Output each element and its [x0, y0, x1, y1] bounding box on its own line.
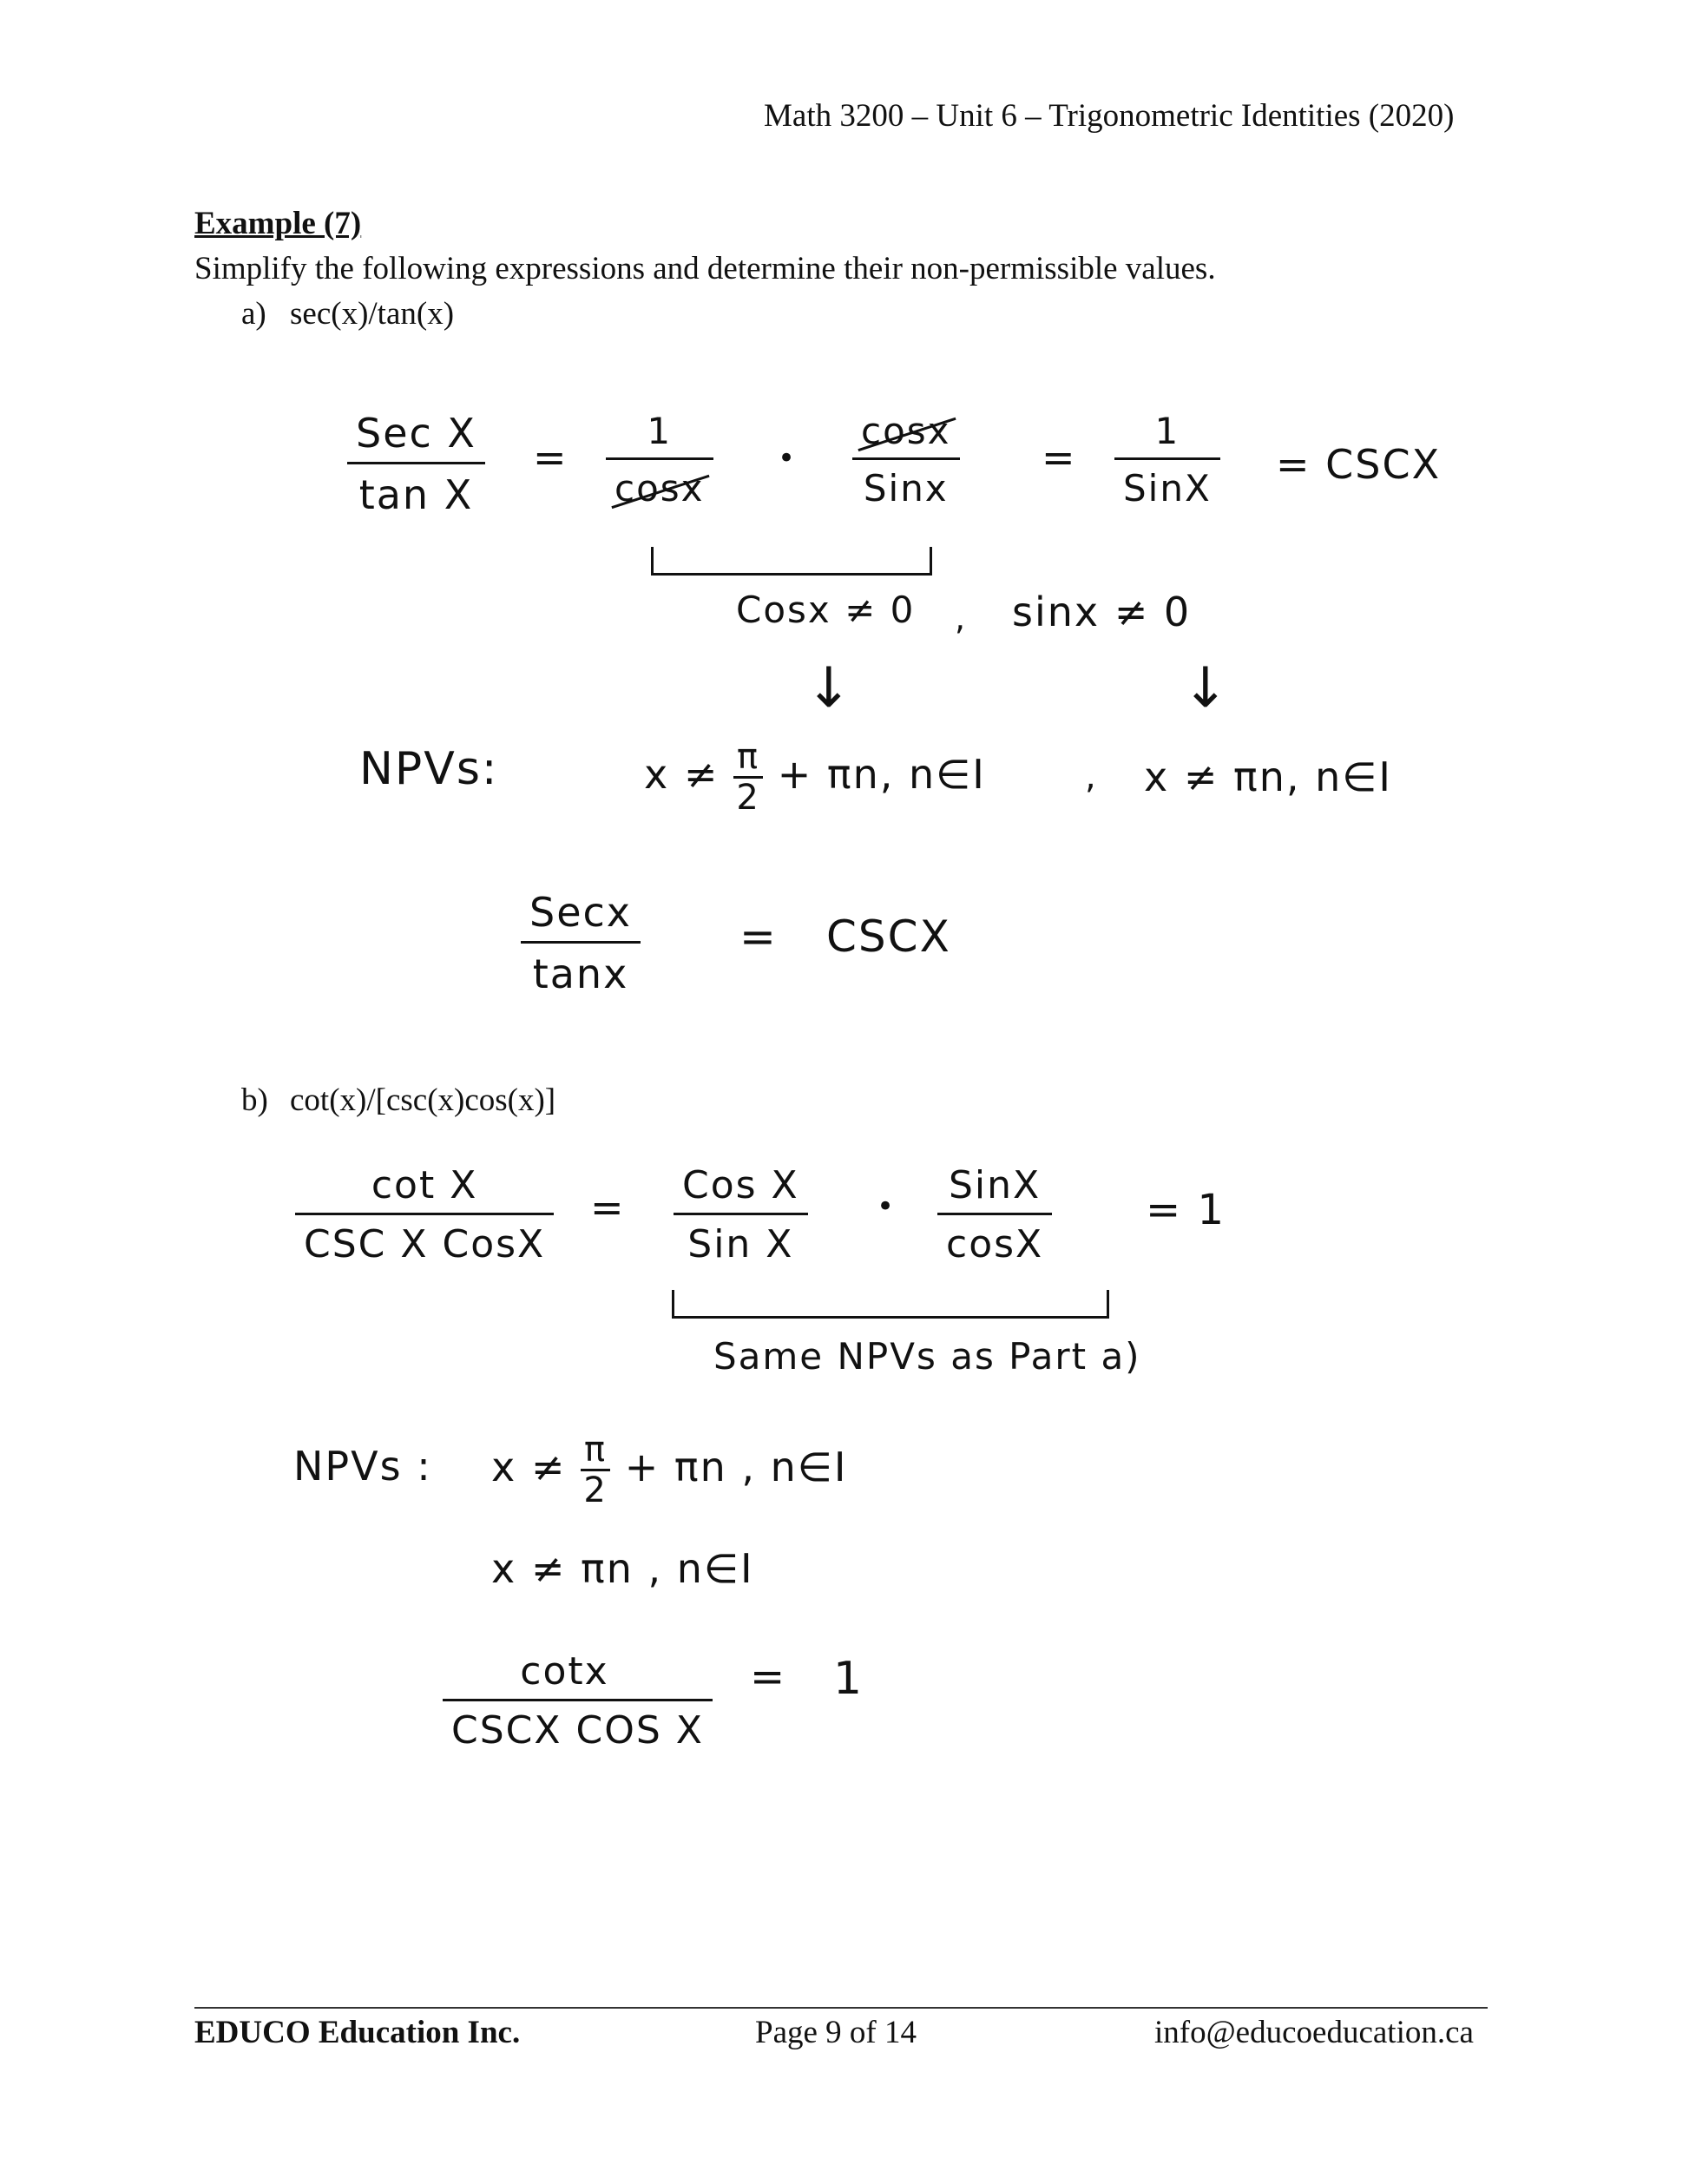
- part-b-fraction-2: [937, 1163, 1052, 1266]
- fraction-denominator: Sin X: [687, 1222, 794, 1266]
- equals-sign: =: [739, 911, 778, 962]
- page-header: Math 3200 – Unit 6 – Trigonometric Identities (2020): [764, 98, 1455, 134]
- equals-sign: =: [533, 434, 568, 481]
- part-b-prompt: [241, 1082, 555, 1119]
- part-a-work-line: [347, 410, 485, 518]
- part-b-note: Same NPVs as Part a): [713, 1335, 1141, 1378]
- part-a-result: = CSCX: [1276, 441, 1442, 488]
- part-a-label: a): [241, 296, 266, 332]
- fraction-numerator: 1: [1114, 410, 1220, 460]
- part-b-lhs-fraction: [295, 1163, 554, 1266]
- pi-symbol: π: [581, 1432, 610, 1471]
- part-a-prompt: [241, 295, 454, 332]
- fraction-denominator: CSC X CosX: [304, 1222, 546, 1266]
- fraction-numerator: cot X: [295, 1163, 554, 1215]
- fraction-denominator: tan X: [358, 471, 474, 518]
- fraction-numerator: SinX: [937, 1163, 1052, 1215]
- multiplication-dot: •: [778, 441, 798, 476]
- part-a-npv-label: NPVs:: [359, 743, 499, 795]
- fraction-denominator: SinX: [1123, 467, 1212, 510]
- part-b-npv-2: x ≠ πn , n∈I: [491, 1545, 754, 1592]
- part-a-expression: sec(x)/tan(x): [290, 296, 455, 332]
- example-instruction: Simplify the following expressions and determine their non-permissible values.: [194, 251, 1216, 286]
- denominator-two: 2: [736, 778, 760, 818]
- part-a-final-rhs: CSCX: [826, 911, 951, 962]
- fraction-denominator: CSCX COS X: [451, 1708, 704, 1753]
- cancelled-term: cosx: [861, 410, 951, 452]
- npv-prefix: x ≠: [644, 751, 720, 798]
- npv-separator: ,: [1085, 757, 1098, 797]
- cancellation-bracket: [651, 547, 932, 576]
- part-a-fraction-1: [606, 410, 713, 510]
- down-arrow-icon: ↓: [805, 656, 852, 720]
- fraction-numerator: Secx: [521, 889, 641, 944]
- cancelled-term: cosx: [614, 467, 705, 510]
- sin-condition: sinx ≠ 0: [1012, 589, 1192, 635]
- part-b-npv-label: NPVs :: [293, 1443, 432, 1490]
- fraction-denominator: Sinx: [863, 467, 949, 510]
- pi-over-two: [733, 737, 763, 818]
- part-b-final-fraction: [443, 1649, 713, 1753]
- down-arrow-icon: ↓: [1182, 656, 1229, 720]
- fraction-denominator: cosX: [946, 1222, 1044, 1266]
- fraction-denominator: tanx: [532, 951, 629, 997]
- part-a-fraction-3: [1114, 410, 1220, 510]
- fraction-numerator: 1: [606, 410, 713, 460]
- part-b-expression: cot(x)/[csc(x)cos(x)]: [290, 1082, 556, 1118]
- part-a-final-fraction: [521, 889, 641, 997]
- multiplication-dot: •: [877, 1189, 897, 1224]
- part-b-label: b): [241, 1082, 268, 1118]
- footer-email: info@educoeducation.ca: [1154, 2015, 1474, 2050]
- denominator-two: 2: [583, 1470, 608, 1510]
- pi-symbol: π: [733, 740, 763, 779]
- footer-company: EDUCO Education Inc.: [194, 2015, 521, 2050]
- part-b-final-rhs: 1: [833, 1653, 864, 1705]
- fraction-numerator: Cos X: [674, 1163, 808, 1215]
- equals-sign: =: [590, 1184, 626, 1231]
- npv-suffix: + πn , n∈I: [624, 1444, 848, 1490]
- fraction-numerator: Sec X: [347, 410, 485, 464]
- part-a-npv-1: [644, 737, 986, 818]
- pi-over-two: [581, 1432, 610, 1508]
- part-a-lhs-fraction: [347, 410, 485, 518]
- condition-separator: ,: [955, 599, 968, 637]
- equals-sign: =: [750, 1653, 787, 1701]
- equals-sign: =: [1042, 434, 1077, 481]
- npv-bracket: [672, 1290, 1109, 1319]
- fraction-numerator: cotx: [443, 1649, 713, 1701]
- part-a-npv-2: x ≠ πn, n∈I: [1144, 753, 1392, 800]
- cos-condition: Cosx ≠ 0: [736, 589, 916, 631]
- npv-prefix: x ≠: [491, 1444, 567, 1490]
- part-b-fraction-1: [674, 1163, 808, 1266]
- part-b-npv-1: [491, 1432, 847, 1508]
- npv-suffix: + πn, n∈I: [777, 751, 986, 798]
- footer-divider: [194, 2007, 1488, 2009]
- footer-page-number: Page 9 of 14: [755, 2015, 917, 2050]
- example-title: Example (7): [194, 206, 362, 241]
- part-b-result: = 1: [1146, 1186, 1226, 1234]
- part-a-fraction-2: [852, 410, 960, 510]
